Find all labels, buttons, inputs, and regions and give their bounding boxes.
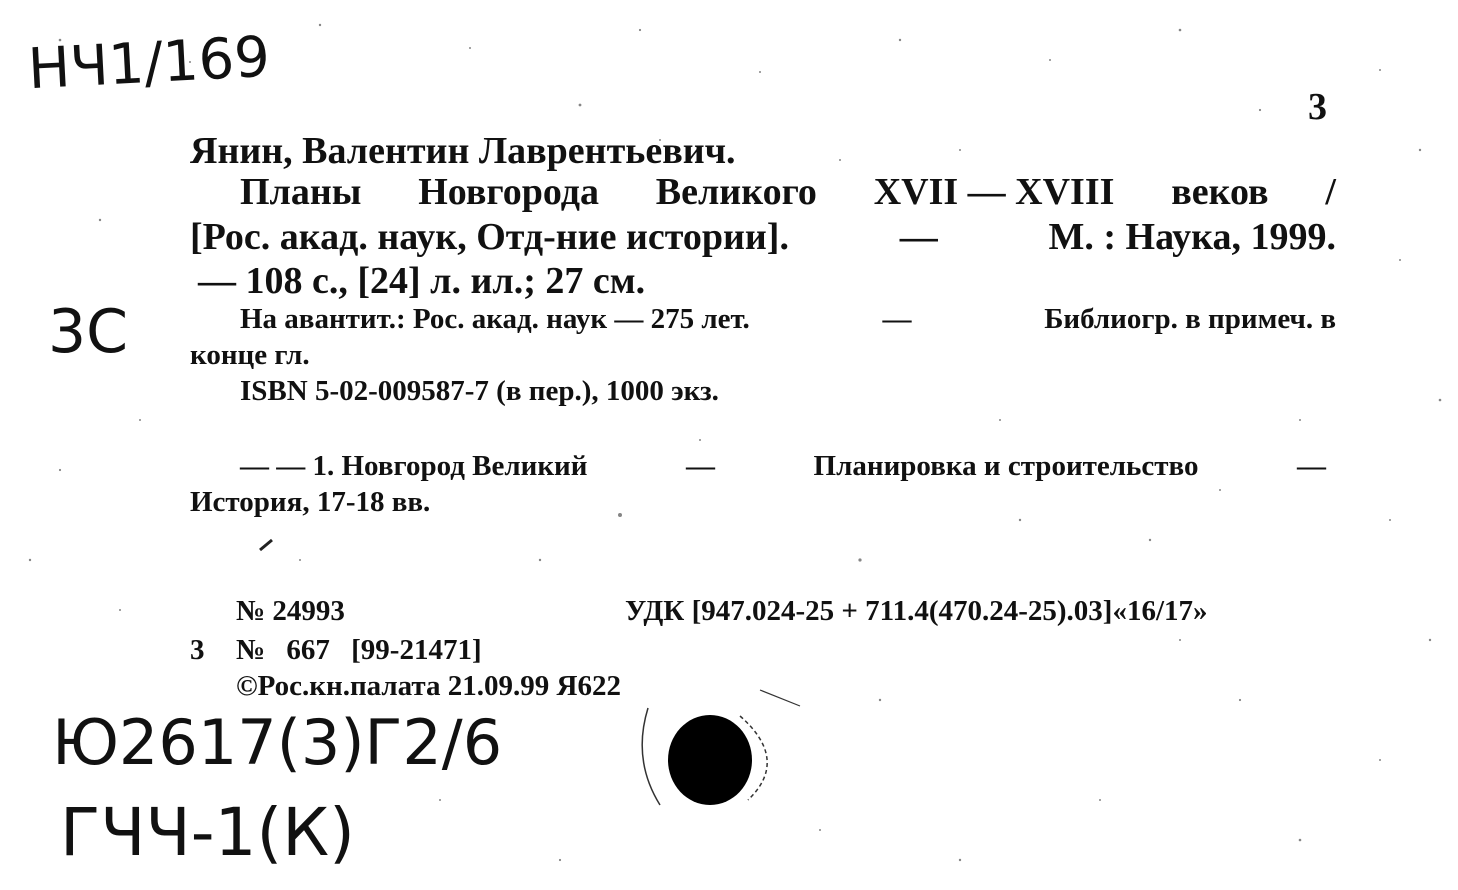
note-line-1: [240, 305, 1336, 334]
title-word: Планы: [240, 171, 362, 213]
dash: —: [882, 303, 912, 335]
note-line-2: конце гл.: [190, 339, 310, 371]
handwritten-shelfmark: НЧ1/169: [26, 24, 272, 103]
dash: —: [1296, 450, 1326, 482]
udc-classification: УДК [947.024-25 + 711.4(470.24-25).03]«16/17»: [625, 595, 1208, 627]
subject-text: — — 1. Новгород Великий: [240, 450, 588, 482]
title-word: Великого: [655, 171, 817, 213]
record-number: № 24993: [236, 595, 345, 627]
card-letter: 3: [1308, 86, 1327, 128]
physical-description: — 108 с., [24] л. ил.; 27 см.: [198, 260, 646, 302]
subject-text: Планировка и строительство: [813, 450, 1199, 482]
handwritten-inventory-code: Ю2617(3)Г2/6: [52, 706, 503, 779]
dash: —: [686, 450, 716, 482]
note-text: Библиогр. в примеч. в: [1044, 303, 1336, 335]
registration-number: № 667 [99-21471]: [236, 634, 482, 666]
title-word: веков: [1171, 171, 1269, 213]
dash: —: [899, 216, 938, 258]
punch-hole: [668, 715, 752, 805]
letter-prefix: 3: [190, 634, 205, 666]
handwritten-location-code: ГЧЧ-1(К): [60, 794, 355, 871]
title-word: /: [1325, 171, 1336, 213]
title-line-2: [190, 218, 1336, 256]
copyright-line: ©Рос.кн.палата 21.09.99 Я622: [236, 670, 621, 702]
subject-line-1: [240, 452, 1326, 481]
statement-of-responsibility: [Рос. акад. наук, Отд-ние истории].: [190, 216, 789, 258]
title-word: XVII — XVIII: [873, 171, 1115, 213]
title-line-1: [240, 173, 1336, 211]
title-word: Новгорода: [418, 171, 599, 213]
publication-info: М. : Наука, 1999.: [1048, 216, 1336, 258]
isbn-line: ISBN 5-02-009587-7 (в пер.), 1000 экз.: [240, 375, 719, 407]
author-heading: Янин, Валентин Лаврентьевич.: [190, 130, 736, 172]
handwritten-section-mark: 3С: [48, 297, 129, 367]
subject-line-2: История, 17-18 вв.: [190, 486, 431, 518]
note-text: На авантит.: Рос. акад. наук — 275 лет.: [240, 303, 750, 335]
